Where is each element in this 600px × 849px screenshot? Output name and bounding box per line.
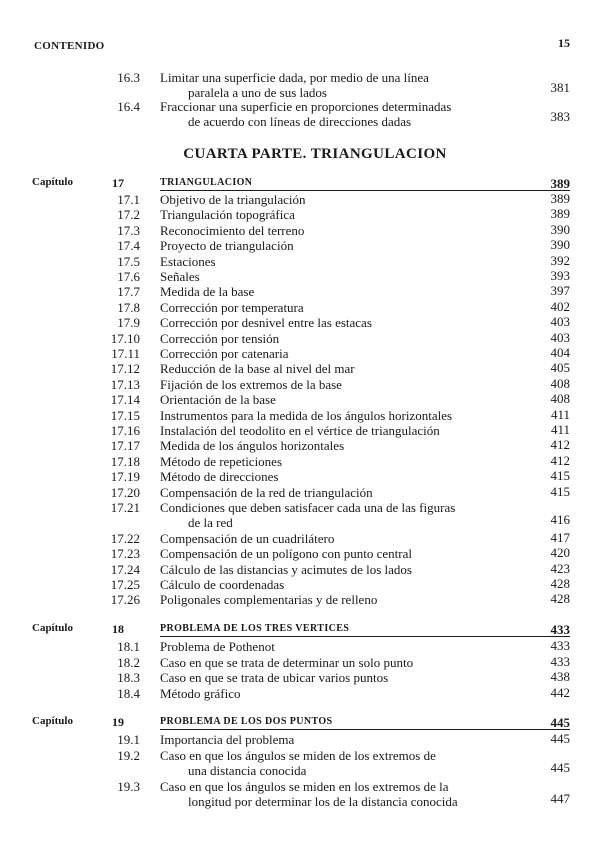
entry-number: 18.4 [117, 685, 140, 701]
entry-title: Estaciones [160, 253, 216, 269]
entry-title: Compensación de la red de triangulación [160, 484, 373, 500]
entry-number: 17.5 [117, 253, 140, 269]
section-title: CONTENIDO [34, 40, 105, 52]
entry-title: Instalación del teodolito en el vértice de triangulación [160, 423, 440, 438]
chapter-rule [160, 190, 570, 191]
entry-page: 442 [550, 684, 570, 700]
entry-page: 397 [550, 283, 570, 299]
entry-page: 445 [550, 731, 570, 746]
entry-page: 381 [550, 80, 570, 95]
entry-title: Triangulación topográfica [160, 207, 295, 223]
entry-title: Objetivo de la triangulación [160, 192, 306, 207]
entry-title: Compensación de un cuadrilátero [160, 530, 335, 546]
entry-page: 428 [550, 591, 570, 607]
chapter-number: 17 [112, 176, 124, 190]
entry-number: 17.25 [110, 577, 140, 592]
entry-number: 17.19 [110, 469, 140, 485]
entry-page: 423 [550, 560, 570, 576]
entry-number: 17.26 [110, 592, 140, 608]
entry-number: 17.16 [110, 423, 140, 438]
entry-number: 17.7 [117, 284, 140, 300]
entry-title: Poligonales complementarias y de relleno [160, 592, 378, 608]
entry-number: 17.12 [110, 361, 140, 377]
entry-title: Método de direcciones [160, 469, 279, 485]
entry-page: 403 [550, 329, 570, 345]
entry-number: 17.13 [110, 376, 140, 392]
entry-number: 17.3 [117, 222, 140, 238]
entry-page: 412 [550, 437, 570, 453]
entry-title: Caso en que los ángulos se miden de los extremos de una distancia conocida [160, 747, 436, 778]
entry-number: 17.8 [117, 299, 140, 315]
entry-page: 411 [550, 422, 570, 437]
entry-number: 17.9 [117, 315, 140, 331]
entry-number: 17.10 [110, 330, 140, 346]
page-number: 15 [558, 36, 570, 50]
entry-number: 17.22 [110, 530, 140, 546]
entry-page: 420 [550, 545, 570, 561]
entry-page: 415 [550, 468, 570, 484]
entry-title: Instrumentos para la medida de los ángulos horizontales [160, 407, 453, 423]
entry-page: 390 [550, 221, 570, 237]
entry-title: Proyecto de triangulación [160, 238, 294, 254]
entry-number: 18.2 [117, 654, 140, 670]
chapter-page: 389 [550, 176, 570, 191]
entry-title: Corrección por desnivel entre las estacas [160, 315, 372, 331]
entry-title: Cálculo de las distancias y acimutes de los lados [160, 561, 412, 577]
entry-page: 402 [550, 298, 570, 314]
chapter-title: PROBLEMA DE LOS DOS PUNTOS [160, 716, 333, 727]
entry-page: 383 [550, 109, 570, 124]
page-header [34, 36, 570, 56]
entry-title: Cálculo de coordenadas [160, 577, 285, 592]
entry-title: Condiciones que deben satisfacer cada una de las figuras de la red [160, 500, 456, 530]
entry-page: 416 [550, 512, 570, 527]
entry-title: Fijación de los extremos de la base [160, 376, 342, 392]
entry-number: 17.6 [117, 269, 140, 284]
entry-title: Reducción de la base al nivel del mar [160, 361, 355, 377]
entry-title: Compensación de un polígono con punto central [160, 546, 413, 562]
chapter-label: Capítulo [32, 715, 73, 727]
entry-number: 18.3 [117, 670, 140, 685]
entry-number: 16.4 [117, 99, 140, 114]
entry-page: 389 [550, 206, 570, 222]
entry-number: 19.2 [117, 747, 140, 763]
entry-page: 412 [550, 452, 570, 468]
entry-number: 17.14 [110, 392, 140, 408]
entry-page: 415 [550, 483, 570, 499]
entry-page: 408 [550, 375, 570, 391]
entry-page: 389 [550, 191, 570, 206]
entry-number: 18.1 [117, 639, 140, 654]
entry-title: Orientación de la base [160, 392, 276, 408]
entry-page: 417 [550, 529, 570, 545]
chapter-rule [160, 636, 570, 637]
entry-page: 411 [550, 406, 570, 422]
entry-title: Caso en que se trata de determinar un solo punto [160, 654, 414, 670]
entry-page: 393 [550, 268, 570, 283]
entry-page: 433 [550, 653, 570, 669]
entry-number: 17.20 [110, 484, 140, 500]
entry-title: Importancia del problema [160, 732, 295, 747]
entry-page: 405 [550, 360, 570, 376]
entry-number: 17.4 [117, 238, 140, 254]
part-title: CUARTA PARTE. TRIANGULACION [183, 146, 447, 162]
entry-number: 17.11 [111, 346, 140, 361]
entry-number: 19.3 [117, 778, 140, 794]
entry-page: 408 [550, 391, 570, 407]
entry-page: 428 [550, 576, 570, 591]
entry-number: 16.3 [117, 70, 140, 85]
entry-number: 17.23 [110, 546, 140, 562]
entry-title: Señales [160, 269, 200, 284]
entry-title: Método de repeticiones [160, 453, 283, 469]
entry-title: Corrección por catenaria [160, 346, 289, 361]
entry-title: Medida de los ángulos horizontales [160, 438, 345, 454]
entry-number: 17.17 [110, 438, 140, 454]
entry-page: 433 [550, 638, 570, 653]
entry-title: Corrección por temperatura [160, 299, 304, 315]
entry-number: 17.21 [110, 500, 140, 515]
entry-title: Problema de Pothenot [160, 639, 275, 654]
entry-number: 17.2 [117, 207, 140, 223]
entry-title: Fraccionar una superficie en proporciones determinadas de acuerdo con líneas de direcciones dadas [160, 99, 452, 129]
chapter-title: TRIANGULACION [160, 177, 253, 188]
entry-number: 17.24 [110, 561, 140, 577]
chapter-label: Capítulo [32, 176, 73, 188]
entry-title: Medida de la base [160, 284, 255, 300]
entry-page: 445 [550, 759, 570, 775]
entry-page: 392 [550, 252, 570, 268]
entry-title: Limitar una superficie dada, por medio de una línea paralela a uno de sus lados [160, 70, 429, 100]
chapter-number: 18 [112, 622, 124, 636]
chapter-page: 433 [550, 622, 570, 637]
entry-title: Corrección por tensión [160, 330, 280, 346]
entry-page: 447 [550, 790, 570, 806]
entry-number: 17.18 [110, 453, 140, 469]
entry-page: 404 [550, 345, 570, 360]
entry-number: 17.1 [117, 192, 140, 207]
entry-title: Reconocimiento del terreno [160, 222, 305, 238]
entry-page: 438 [550, 669, 570, 684]
entry-number: 17.15 [110, 407, 140, 423]
entry-title: Caso en que los ángulos se miden en los extremos de la longitud por determinar los de la distancia conocida [160, 778, 458, 809]
chapter-title: PROBLEMA DE LOS TRES VERTICES [160, 623, 350, 634]
chapter-number: 19 [112, 715, 124, 729]
chapter-page: 445 [550, 715, 570, 730]
entry-number: 19.1 [117, 732, 140, 747]
chapter-rule [160, 729, 570, 730]
chapter-label: Capítulo [32, 622, 73, 634]
entry-page: 403 [550, 314, 570, 330]
entry-title: Caso en que se trata de ubicar varios puntos [160, 670, 389, 685]
entry-page: 390 [550, 237, 570, 253]
entry-title: Método gráfico [160, 685, 241, 701]
